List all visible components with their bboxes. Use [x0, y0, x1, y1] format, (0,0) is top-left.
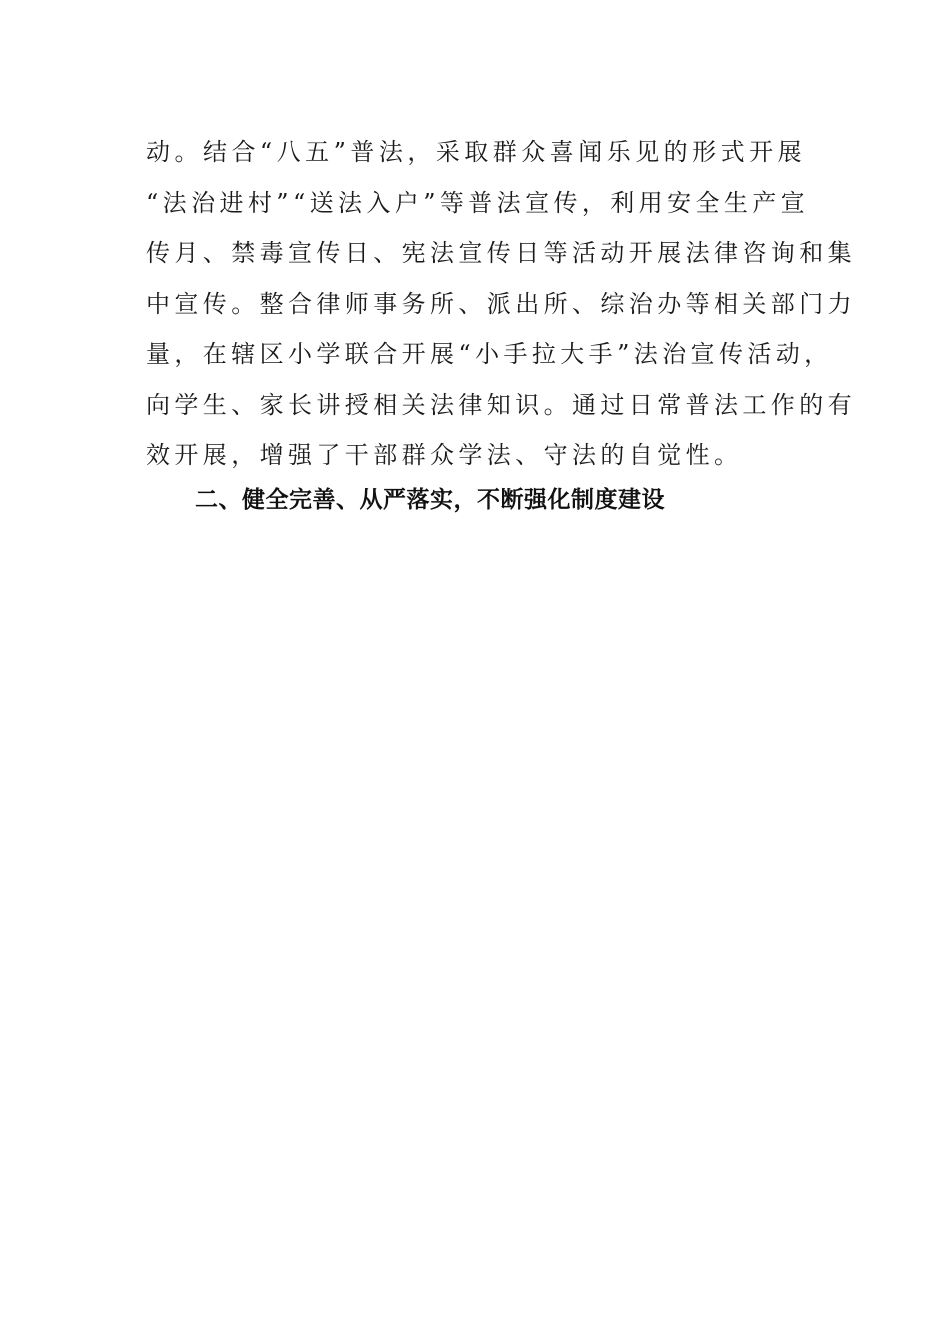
paragraph-line: 中宣传。整合律师事务所、派出所、综治办等相关部门力 [146, 289, 856, 318]
paragraph-line: 动。结合“八五”普法，采取群众喜闻乐见的形式开展 [146, 138, 806, 166]
body-paragraph [146, 127, 856, 481]
paragraph-line: 量，在辖区小学联合开展“小手拉大手”法治宣传活动， [146, 340, 833, 368]
paragraph-line: 效开展，增强了干部群众学法、守法的自觉性。 [146, 441, 743, 469]
section-heading: 二、健全完善、从严落实，不断强化制度建设 [195, 487, 665, 513]
paragraph-line: “法治进村”“送法入户”等普法宣传，利用安全生产宣 [146, 188, 810, 217]
paragraph-line: 向学生、家长讲授相关法律知识。通过日常普法工作的有 [146, 390, 856, 419]
paragraph-line: 传月、禁毒宣传日、宪法宣传日等活动开展法律咨询和集 [146, 239, 856, 267]
